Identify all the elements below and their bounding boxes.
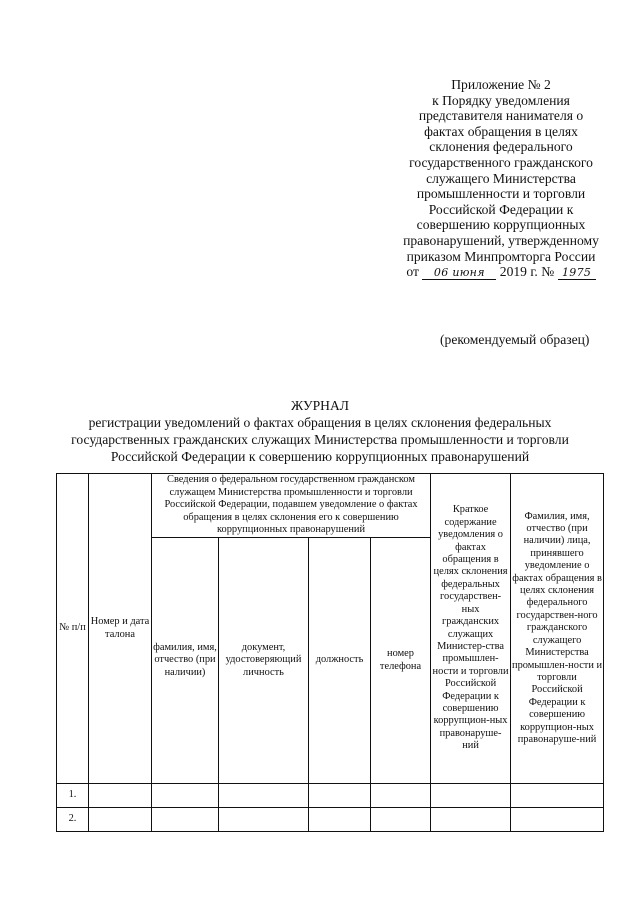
table-row [57,784,604,808]
sample-label: (рекомендуемый образец) [440,332,590,347]
header-document: документ, удостоверяющий личность [219,538,309,784]
journal-table [56,473,604,832]
table-cell [371,784,431,808]
row-number: 2. [57,808,89,832]
table-cell [431,808,511,832]
appendix-line: к Порядку уведомления [432,92,570,108]
appendix-line: правонарушений, утвержденному [403,232,599,248]
appendix-line: Российской Федерации к [428,201,574,217]
order-date-line [403,264,599,280]
title-heading: ЖУРНАЛ [290,398,350,413]
appendix-line: склонения федерального [429,139,573,155]
table-cell [89,784,152,808]
appendix-line: Приложение № 2 [451,77,551,92]
handwritten-date: 06 июня [422,267,496,280]
appendix-line: служащего Министерства [426,170,576,186]
table-cell [219,784,309,808]
appendix-line: совершению коррупционных [416,217,586,233]
row-number: 1. [57,784,89,808]
date-prefix: от [406,264,419,280]
appendix-line: фактах обращения в целях [424,123,578,139]
handwritten-number: 1975 [558,267,596,280]
table-cell [89,808,152,832]
appendix-line: государственного гражданского [409,154,593,170]
table-cell [511,784,604,808]
journal-title [40,397,600,465]
appendix-line: представителя нанимателя о [418,108,584,124]
header-summary: Краткое содержание уведомления о фактах обращения в целях склонения федеральных государствен-ных гражданских служащих Министер-ства промышлен-ности и торговли Российской Федерации к совершению коррупцион-ных правонаруше-ний [431,474,511,784]
table-cell [511,808,604,832]
header-phone: номер телефона [371,538,431,784]
table-cell [431,784,511,808]
table-cell [152,784,219,808]
title-line: Российской Федерации к совершению коррупционных правонарушений [110,449,530,464]
table-cell [309,784,371,808]
appendix-line: промышленности и торговли [416,186,586,202]
appendix-line: приказом Минпромторга России [406,248,596,264]
header-talon: Номер и дата талона [89,474,152,784]
header-num: № п/п [57,474,89,784]
header-position: должность [309,538,371,784]
title-line: государственных гражданских служащих Министерства промышленности и торговли [71,432,569,447]
table-cell [309,808,371,832]
table-row [57,808,604,832]
year-text: 2019 г. № [499,264,555,280]
header-receiver: Фамилия, имя, отчество (при наличии) лица, принявшего уведомление о фактах обращения в целях склонения федерального государствен-ного гражданского служащего Министерства промышлен-ности и торговли Российской Федерации к совершению коррупцион-ных правонаруше-ний [511,474,604,784]
title-line: регистрации уведомлений о фактах обращения в целях склонения федеральных [88,415,552,430]
table-cell [371,808,431,832]
table-cell [219,808,309,832]
table-cell [152,808,219,832]
header-fullname: фамилия, имя, отчество (при наличии) [152,538,219,784]
appendix-block [403,77,599,280]
header-employee-group: Сведения о федеральном государственном гражданском служащем Министерства промышленности и торговли Российской Федерации, подавшем уведомление о фактах обращения в целях склонения его к совершению коррупционных правонарушений [152,474,431,538]
